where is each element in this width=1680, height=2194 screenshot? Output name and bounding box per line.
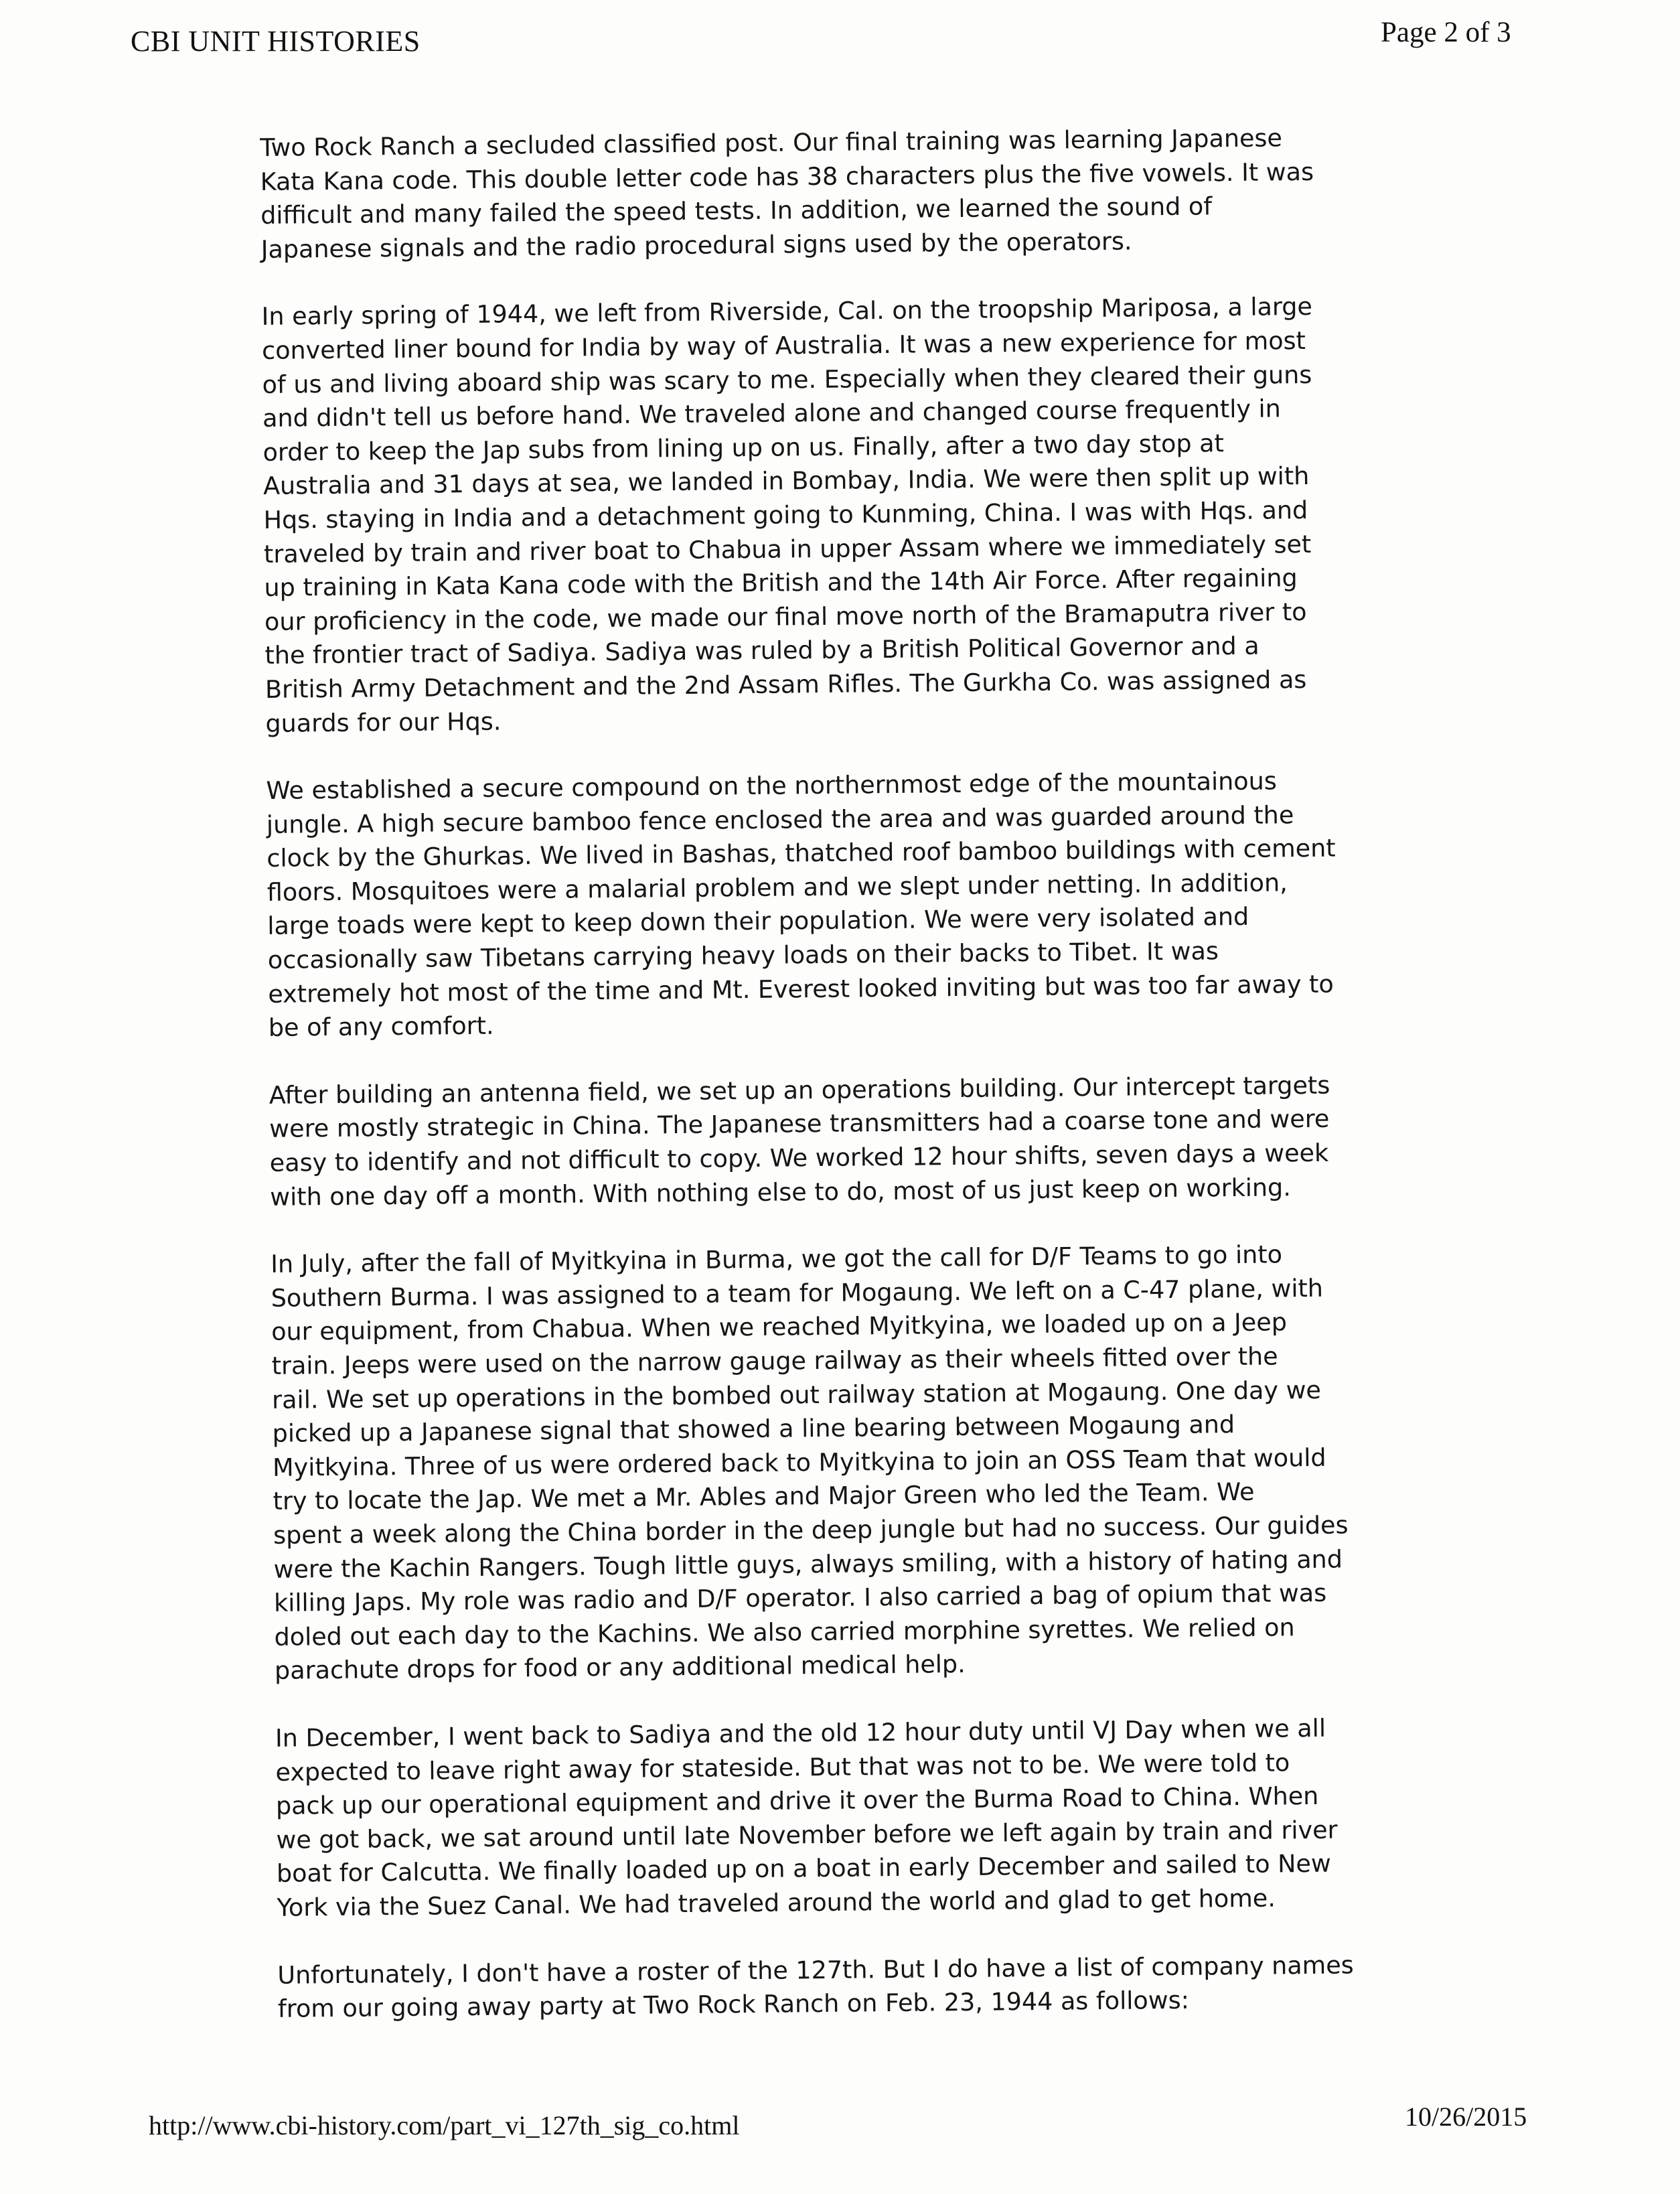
page-header-title: CBI UNIT HISTORIES — [131, 25, 421, 58]
paragraph-two-rock-ranch: Two Rock Ranch a secluded classified post. Our final training was learning Japanese Kata Kana code. This double letter code has 38 characters plus the five vowels. It was difficult and many failed the speed tests. In addition, we learned the sound of Japanese signals and the radio procedural signs used by the operators. — [260, 123, 1314, 264]
paragraph-roster-intro: Unfortunately, I don't have a roster of the 127th. But I do have a list of company names from our going away party at Two Rock Ranch on Feb. 23, 1944 as follows: — [277, 1950, 1354, 2023]
paragraph-burma-df-teams: In July, after the fall of Myitkyina in Burma, we got the call for D/F Teams to go into Southern Burma. I was assigned to a team for Mogaung. We left on a C-47 plane, with our equipment, from Chabua. When we reached Myitkyina, we loaded up on a Jeep train. Jeeps were used on the narrow gauge railway as their wheels fitted over the rail. We set up operations in the bombed out railway station at Mogaung. One day we picked up a Japanese signal that showed a line bearing between Mogaung and Myitkyina. Three of us were ordered back to Myitkyina to join an OSS Team that would try to locate the Jap. We met a Mr. Ables and Major Green who led the Team. We spent a week along the China border in the deep jungle but had no success. Our guides were the Kachin Rangers. Tough little guys, always smiling, with a history of hating and killing Japs. My role was radio and D/F operator. I also carried a bag of opium that was doled out each day to the Kachins. We also carried morphine syrettes. We relied on parachute drops for food or any additional medical help. — [271, 1240, 1349, 1686]
paragraph-secure-compound: We established a secure compound on the northernmost edge of the mountainous jungle. A high secure bamboo fence enclosed the area and was guarded around the clock by the Ghurkas. We lived in Bashas, thatched roof bamboo buildings with cement floors. Mosquitoes were a malarial problem and we slept under netting. In addition, large toads were kept to keep down their population. We were very isolated and occasionally saw Tibetans carrying heavy loads on their backs to Tibet. It was extremely hot most of the time and Mt. Everest looked inviting but was too far away to be of any comfort. — [266, 766, 1336, 1043]
page-number-label: Page 2 of 3 — [1381, 17, 1511, 48]
document-body — [260, 120, 1457, 2059]
paragraph-operations-building: After building an antenna field, we set up an operations building. Our intercept targets were mostly strategic in China. The Japanese transmitters had a coarse tone and were easy to identify and not difficult to copy. We worked 12 hour shifts, seven days a week with one day off a month. With nothing else to do, most of us just keep on working. — [269, 1070, 1330, 1212]
source-url: http://www.cbi-history.com/part_vi_127th_sig_co.html — [149, 2110, 740, 2140]
paragraph-voyage-to-india: In early spring of 1944, we left from Riverside, Cal. on the troopship Mariposa, a large converted liner bound for India by way of Australia. It was a new experience for most of us and living aboard ship was scary to me. Especially when they cleared their guns and didn't tell us before hand. We traveled alone and changed course frequently in order to keep the Jap subs from lining up on us. Finally, after a two day stop at Australia and 31 days at sea, we landed in Bombay, India. We were then split up with Hqs. staying in India and a detachment going to Kunming, China. I was with Hqs. and traveled by train and river boat to Chabua in upper Assam where we immediately set up training in Kata Kana code with the British and the 14th Air Force. After regaining our proficiency in the code, we made our final move north of the Bramaputra river to the frontier tract of Sadiya. Sadiya was ruled by a British Political Governor and a British Army Detachment and the 2nd Assam Rifles. The Gurkha Co. was assigned as guards for our Hqs. — [261, 292, 1313, 738]
paragraph-return-home: In December, I went back to Sadiya and the old 12 hour duty until VJ Day when we all expected to leave right away for stateside. But that was not to be. We were told to pack up our operational equipment and drive it over the Burma Road to China. When we got back, we sat around until late November before we left again by train and river boat for Calcutta. We finally loaded up on a boat in early December and sailed to New York via the Suez Canal. We had traveled around the world and glad to get home. — [275, 1713, 1338, 1922]
print-date: 10/26/2015 — [1405, 2102, 1527, 2132]
